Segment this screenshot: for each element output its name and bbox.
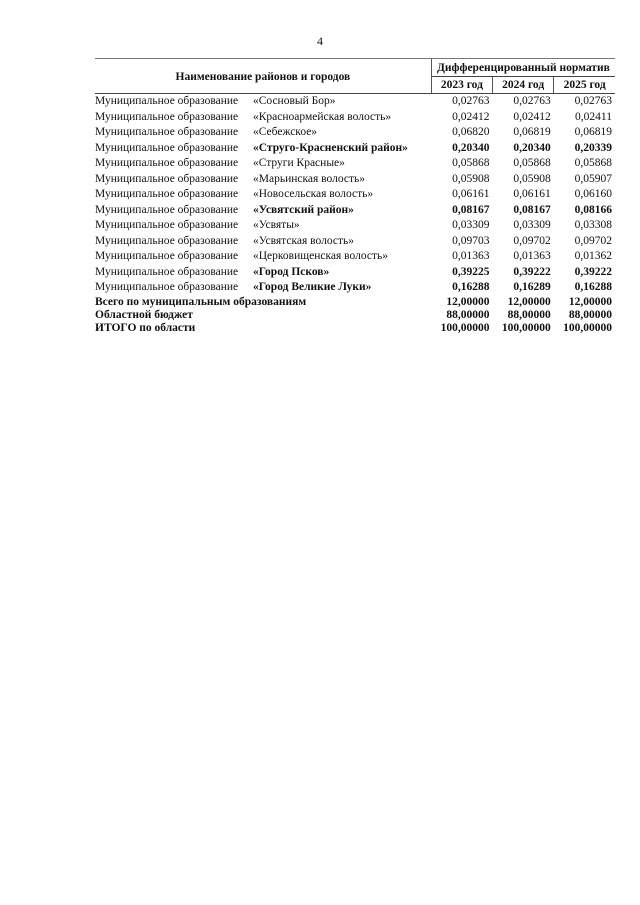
row-value-2023: 0,09703 [452, 234, 490, 247]
row-prefix: Муниципальное образование [95, 95, 239, 108]
row-unit-name: «Новосельская волость» [253, 188, 374, 201]
row-prefix: Муниципальное образование [95, 172, 239, 185]
row-value-2024: 0,02412 [513, 110, 551, 123]
total-value-2025: 88,00000 [568, 308, 612, 321]
row-value-2025: 0,39222 [574, 265, 612, 278]
row-name-cell [95, 218, 431, 234]
header-differentiated-norm: Дифференцированный норматив [431, 59, 615, 77]
total-value-2024: 88,00000 [507, 308, 551, 321]
row-unit-name: «Красноармейская волость» [253, 110, 392, 123]
row-value-2023: 0,08167 [452, 203, 490, 216]
row-name-cell [95, 280, 431, 296]
row-name-cell [95, 172, 431, 188]
table-row [95, 203, 615, 219]
row-unit-name: «Струги Красные» [253, 157, 345, 170]
row-value-2024: 0,03309 [513, 219, 551, 232]
header-year-2025: 2025 год [554, 77, 615, 94]
row-value-2023: 0,05908 [452, 172, 490, 185]
total-row [95, 296, 615, 309]
row-unit-name: «Церковищенская волость» [253, 250, 388, 263]
row-value-2023: 0,16288 [452, 281, 490, 294]
row-value-2024: 0,05868 [513, 157, 551, 170]
table-row [95, 265, 615, 281]
total-value-2025: 12,00000 [568, 295, 612, 308]
row-value-2025: 0,16288 [574, 281, 612, 294]
row-value-2023: 0,06161 [452, 188, 490, 201]
total-label: ИТОГО по области [95, 321, 196, 334]
table-row [95, 234, 615, 250]
norms-table-container [95, 58, 615, 335]
row-value-2024: 0,05908 [513, 172, 551, 185]
row-value-2023: 0,06820 [452, 126, 490, 139]
total-value-2023: 100,00000 [440, 321, 490, 334]
row-unit-name: «Усвятский район» [253, 203, 354, 216]
table-row [95, 94, 615, 110]
page-number: 4 [317, 34, 323, 48]
total-value-2023: 88,00000 [446, 308, 490, 321]
row-value-2025: 0,03308 [574, 219, 612, 232]
row-value-2023: 0,03309 [452, 219, 490, 232]
table-row [95, 156, 615, 172]
row-value-2023: 0,20340 [452, 141, 490, 154]
table-row [95, 187, 615, 203]
row-name-cell [95, 249, 431, 265]
row-value-2025: 0,05868 [574, 157, 612, 170]
table-row [95, 218, 615, 234]
row-value-2024: 0,02763 [513, 95, 551, 108]
table-row [95, 172, 615, 188]
row-name-cell [95, 234, 431, 250]
row-unit-name: «Струго-Красненский район» [253, 141, 408, 154]
row-prefix: Муниципальное образование [95, 234, 239, 247]
table-row [95, 110, 615, 126]
row-value-2025: 0,06819 [574, 126, 612, 139]
row-unit-name: «Город Псков» [253, 265, 330, 278]
row-value-2024: 0,08167 [513, 203, 551, 216]
row-value-2025: 0,09702 [574, 234, 612, 247]
row-prefix: Муниципальное образование [95, 141, 239, 154]
row-value-2023: 0,01363 [452, 250, 490, 263]
total-label: Областной бюджет [95, 308, 193, 321]
header-year-2024: 2024 год [493, 77, 554, 94]
row-prefix: Муниципальное образование [95, 126, 239, 139]
row-prefix: Муниципальное образование [95, 219, 239, 232]
row-value-2025: 0,01362 [574, 250, 612, 263]
table-body [95, 94, 615, 335]
total-value-2023: 12,00000 [446, 295, 490, 308]
row-value-2023: 0,02412 [452, 110, 490, 123]
row-value-2023: 0,05868 [452, 157, 490, 170]
row-name-cell [95, 110, 431, 126]
total-label: Всего по муниципальным образованиям [95, 295, 307, 308]
row-value-2024: 0,06161 [513, 188, 551, 201]
row-value-2024: 0,39222 [513, 265, 551, 278]
row-name-cell [95, 265, 431, 281]
row-unit-name: «Сосновый Бор» [253, 95, 336, 108]
row-prefix: Муниципальное образование [95, 110, 239, 123]
row-name-cell [95, 156, 431, 172]
row-prefix: Муниципальное образование [95, 203, 239, 216]
row-prefix: Муниципальное образование [95, 157, 239, 170]
total-value-2024: 100,00000 [501, 321, 551, 334]
row-name-cell [95, 125, 431, 141]
row-value-2025: 0,20339 [574, 141, 612, 154]
row-name-cell [95, 94, 431, 110]
table-row [95, 141, 615, 157]
norms-table [95, 58, 615, 335]
row-prefix: Муниципальное образование [95, 265, 239, 278]
row-value-2024: 0,09702 [513, 234, 551, 247]
total-value-2025: 100,00000 [563, 321, 612, 334]
row-value-2025: 0,02763 [574, 95, 612, 108]
row-name-cell [95, 203, 431, 219]
row-value-2025: 0,08166 [574, 203, 612, 216]
row-value-2023: 0,39225 [452, 265, 490, 278]
row-prefix: Муниципальное образование [95, 250, 239, 263]
row-value-2023: 0,02763 [452, 95, 490, 108]
row-value-2024: 0,01363 [513, 250, 551, 263]
table-row [95, 249, 615, 265]
row-value-2025: 0,06160 [574, 188, 612, 201]
header-year-2023: 2023 год [431, 77, 492, 94]
row-value-2024: 0,16289 [513, 281, 551, 294]
row-unit-name: «Усвяты» [253, 219, 300, 232]
total-row [95, 322, 615, 335]
total-row [95, 309, 615, 322]
row-unit-name: «Усвятская волость» [253, 234, 354, 247]
total-value-2024: 12,00000 [507, 295, 551, 308]
table-row [95, 125, 615, 141]
row-prefix: Муниципальное образование [95, 188, 239, 201]
row-value-2025: 0,02411 [575, 110, 612, 123]
row-value-2024: 0,20340 [513, 141, 551, 154]
row-value-2025: 0,05907 [574, 172, 612, 185]
row-unit-name: «Город Великие Луки» [253, 281, 372, 294]
row-unit-name: «Себежское» [253, 126, 318, 139]
row-value-2024: 0,06819 [513, 126, 551, 139]
row-name-cell [95, 187, 431, 203]
row-name-cell [95, 141, 431, 157]
header-name: Наименование районов и городов [95, 59, 431, 94]
table-row [95, 280, 615, 296]
row-prefix: Муниципальное образование [95, 281, 239, 294]
row-unit-name: «Марьинская волость» [253, 172, 366, 185]
